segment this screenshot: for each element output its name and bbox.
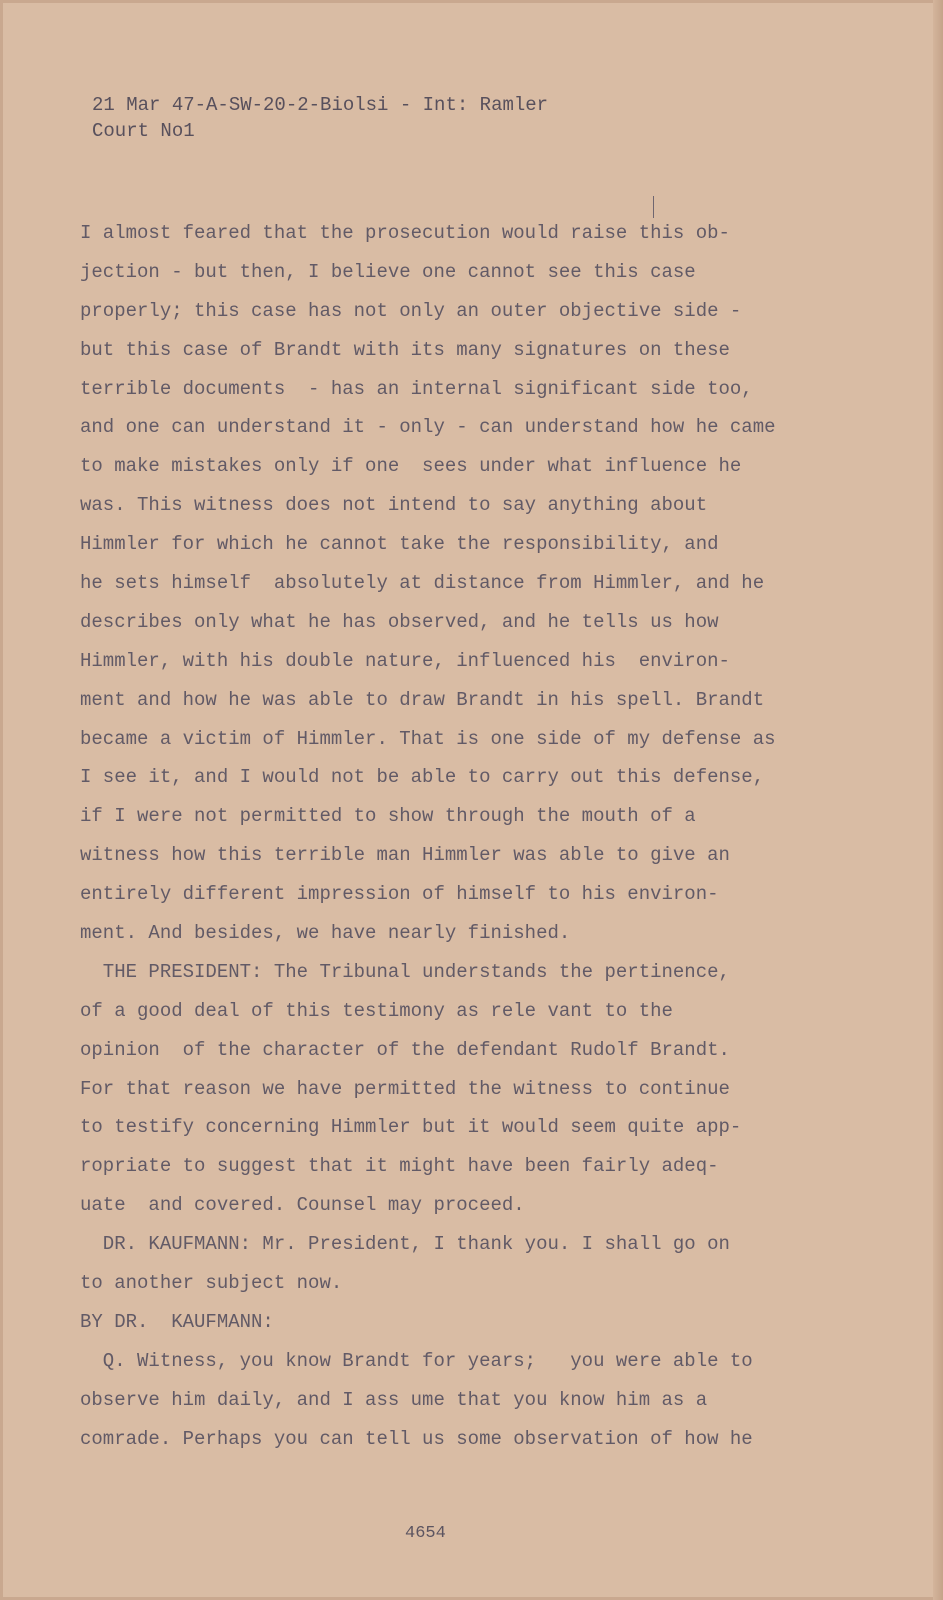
text-line: he sets himself absolutely at distance from Himmler, and he: [80, 572, 765, 595]
text-line: comrade. Perhaps you can tell us some observation of how he: [80, 1427, 753, 1450]
text-line: entirely different impression of himself to his environ-: [80, 883, 719, 906]
page-edge: [933, 0, 943, 1600]
text-line: to testify concerning Himmler but it would seem quite app-: [80, 1116, 742, 1139]
header-line-1: 21 Mar 47-A-SW-20-2-Biolsi - Int: Ramler: [92, 94, 549, 116]
text-line: Himmler, with his double nature, influenced his environ-: [80, 649, 730, 672]
text-line: observe him daily, and I ass ume that you know him as a: [80, 1388, 708, 1411]
text-line: BY DR. KAUFMANN:: [80, 1310, 274, 1333]
text-line: ment and how he was able to draw Brandt in his spell. Brandt: [80, 688, 765, 711]
text-line: DR. KAUFMANN: Mr. President, I thank you. I shall go on: [80, 1233, 730, 1256]
text-line: to make mistakes only if one sees under what influence he: [80, 455, 742, 478]
text-line: Q. Witness, you know Brandt for years; you were able to: [80, 1349, 753, 1372]
text-line: I almost feared that the prosecution would raise this ob-: [80, 222, 730, 244]
document-header: [92, 92, 548, 144]
text-line: became a victim of Himmler. That is one side of my defense as: [80, 727, 776, 750]
text-line: ment. And besides, we have nearly finished.: [80, 922, 571, 945]
text-line: THE PRESIDENT: The Tribunal understands the pertinence,: [80, 960, 730, 983]
text-line: was. This witness does not intend to say anything about: [80, 494, 708, 517]
text-line: properly; this case has not only an outer objective side -: [80, 299, 742, 322]
text-line: to another subject now.: [80, 1272, 343, 1295]
text-line: uate and covered. Counsel may proceed.: [80, 1194, 525, 1217]
text-line: and one can understand it - only - can understand how he came: [80, 416, 776, 439]
text-line: describes only what he has observed, and he tells us how: [80, 610, 719, 633]
text-line: I see it, and I would not be able to carry out this defense,: [80, 766, 765, 789]
text-line: terrible documents - has an internal significant side too,: [80, 377, 753, 400]
text-line: jection - but then, I believe one cannot see this case: [80, 260, 696, 283]
header-line-2: Court No1: [92, 120, 195, 142]
text-line: of a good deal of this testimony as rele vant to the: [80, 999, 673, 1022]
text-line: Himmler for which he cannot take the responsibility, and: [80, 533, 719, 556]
text-line: witness how this terrible man Himmler was able to give an: [80, 844, 730, 867]
transcript-body: [80, 214, 870, 1459]
page-number: 4654: [405, 1524, 446, 1543]
text-line: For that reason we have permitted the witness to continue: [80, 1077, 730, 1100]
text-line: ropriate to suggest that it might have been fairly adeq-: [80, 1155, 719, 1178]
text-line: if I were not permitted to show through the mouth of a: [80, 805, 696, 828]
text-line: but this case of Brandt with its many signatures on these: [80, 338, 730, 361]
text-line: opinion of the character of the defendant Rudolf Brandt.: [80, 1038, 730, 1061]
